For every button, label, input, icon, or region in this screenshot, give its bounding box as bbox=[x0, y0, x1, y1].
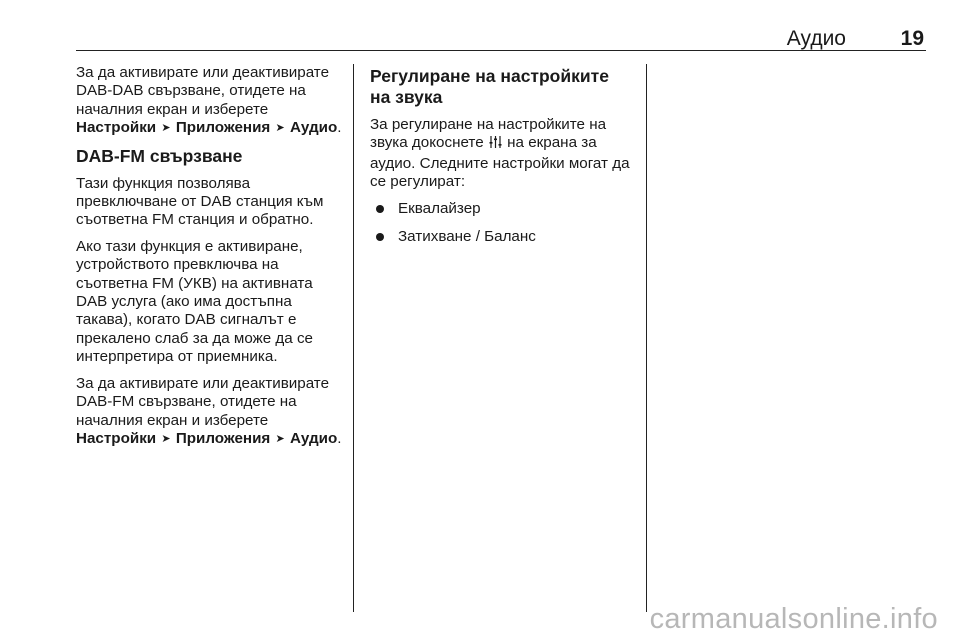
sentence-end: . bbox=[337, 429, 342, 447]
paragraph-text: на екрана за аудио. Следните настройки могат да се регулират: bbox=[370, 134, 630, 191]
instruction-text: За да активирате или деактивирате DAB-DAB свързване, отидете на началния екран и изберете bbox=[76, 64, 330, 118]
paragraph: Ако тази функция е активиране, устройството превключва на съответна FM (УКВ) на активната DAB услуга (ако има достъпна такава), когато DAB сигналът е прекалено слаб за да може да се интерпретира от приемника. bbox=[76, 237, 313, 366]
paragraph-text: За регулиране на настройките на звука докоснете bbox=[370, 116, 607, 152]
menu-path-applications: Приложения bbox=[175, 119, 271, 137]
instruction-text: За да активирате или деактивирате DAB-FM свързване, отидете на началния екран и изберете bbox=[76, 374, 330, 429]
section-heading-dab-fm: DAB-FM свързване bbox=[76, 145, 243, 166]
menu-path-settings: Настройки bbox=[76, 429, 157, 447]
right-column bbox=[370, 64, 632, 256]
right-arrow-icon: ➤ bbox=[275, 432, 285, 445]
menu-path-audio: Аудио bbox=[289, 429, 338, 447]
dab-fm-instructions bbox=[76, 375, 348, 449]
equalizer-icon bbox=[489, 135, 502, 154]
list-item-label: Затихване / Баланс bbox=[398, 228, 536, 246]
bullet-icon bbox=[376, 233, 384, 241]
watermark: carmanualsonline.info bbox=[649, 603, 938, 635]
right-arrow-icon: ➤ bbox=[275, 122, 285, 135]
right-arrow-icon: ➤ bbox=[161, 122, 171, 135]
section-heading-sound-settings: Регулиране на настройките на звука bbox=[370, 66, 609, 107]
sentence-end: . bbox=[337, 119, 342, 137]
section-title: Аудио bbox=[786, 27, 846, 50]
list-item-label: Еквалайзер bbox=[398, 199, 481, 217]
column-divider bbox=[353, 64, 354, 612]
right-arrow-icon: ➤ bbox=[161, 432, 171, 445]
list-item bbox=[370, 228, 632, 246]
column-divider bbox=[646, 64, 647, 612]
dab-dab-instructions bbox=[76, 64, 348, 138]
list-item bbox=[370, 200, 632, 218]
sound-settings-paragraph bbox=[370, 116, 632, 192]
header-rule bbox=[76, 50, 926, 51]
page-header bbox=[76, 26, 926, 52]
settings-list bbox=[370, 200, 632, 247]
paragraph: Тази функция позволява превключване от DAB станция към съответна FM станция и обратно. bbox=[76, 174, 324, 229]
menu-path-applications: Приложения bbox=[175, 429, 271, 447]
menu-path-settings: Настройки bbox=[76, 119, 157, 137]
page-number: 19 bbox=[900, 27, 924, 50]
left-column bbox=[76, 64, 348, 456]
menu-path-audio: Аудио bbox=[289, 119, 338, 137]
bullet-icon bbox=[376, 205, 384, 213]
